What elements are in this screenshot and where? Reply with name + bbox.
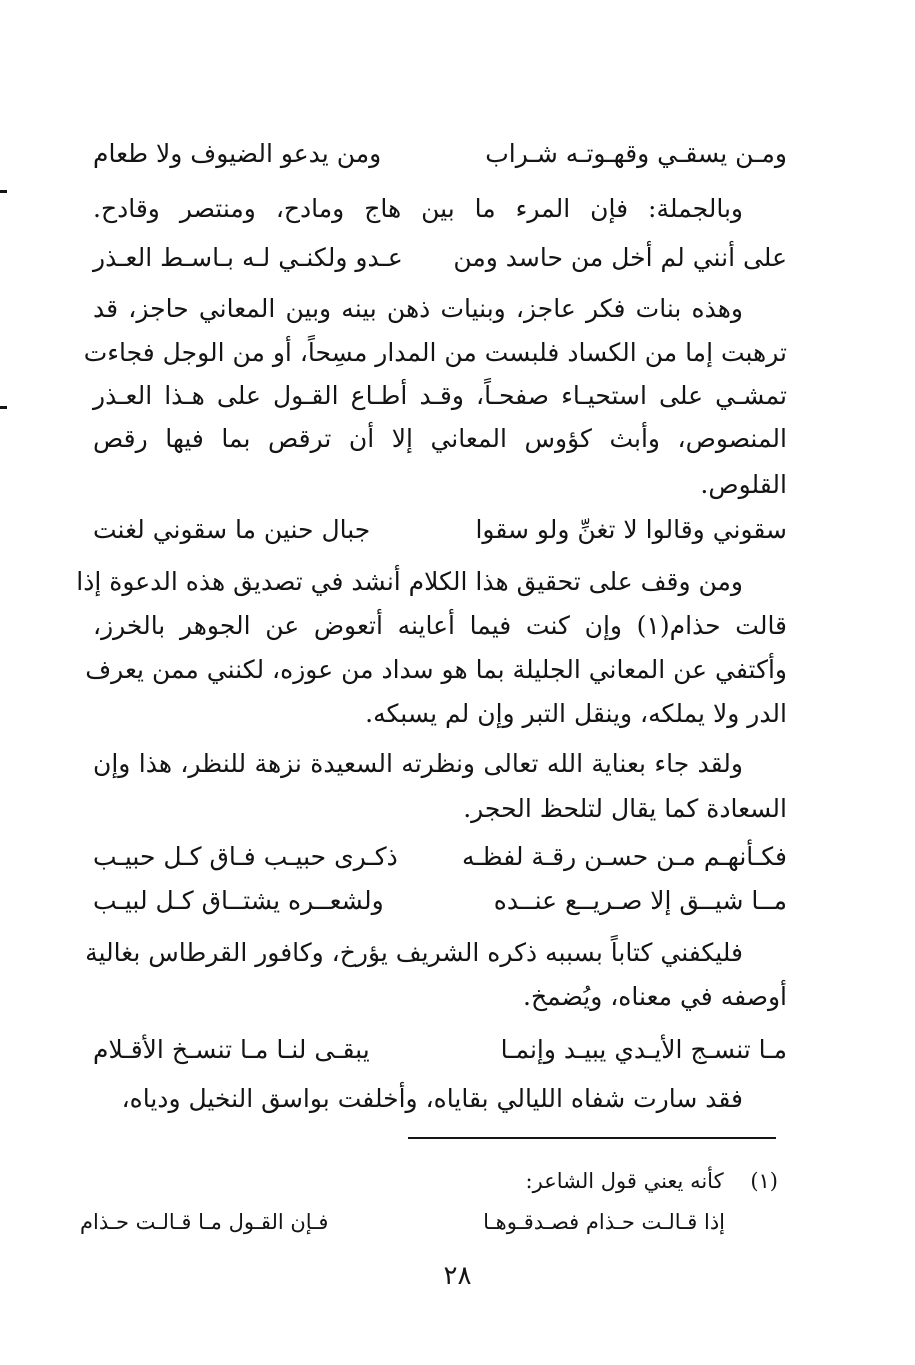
verse-hemistich-left: ذكـرى حبيـب فـاق كـل حبيـب xyxy=(93,842,398,871)
footnote-verse-right: إذا قـالـت حـذام فصـدقـوهـا xyxy=(483,1210,725,1234)
footnote-intro-line xyxy=(526,1166,778,1196)
verse-hemistich-left: ومن يدعو الضيوف ولا طعام xyxy=(93,139,382,168)
footnote-separator xyxy=(408,1137,776,1139)
margin-mark-top xyxy=(0,190,7,193)
verse-hemistich-right: مـا تنسـج الأيـدي يبيـد وإنمـا xyxy=(500,1035,787,1064)
page-number: ٢٨ xyxy=(443,1261,472,1291)
verse-hemistich-right: على أنني لم أخل من حاسد ومن xyxy=(453,243,787,272)
prose-line: ولقد جاء بعناية الله تعالى ونظرته السعيدة نزهة للنظر، هذا وإن xyxy=(93,749,743,778)
prose-line: فقد سارت شفاه الليالي بقاياه، وأخلفت بواسق النخيل ودياه، xyxy=(121,1084,743,1113)
footnote-intro: كأنه يعني قول الشاعر: xyxy=(525,1169,724,1193)
prose-line: أوصفه في معناه، ويُضمخ. xyxy=(523,982,787,1011)
footnote-marker: (١) xyxy=(750,1169,778,1193)
verse-hemistich-right: ومـن يسقـي وقهـوتـه شـراب xyxy=(485,139,787,168)
prose-line: وأكتفي عن المعاني الجليلة بما هو سداد من عوزه، لكنني ممن يعرف xyxy=(85,655,787,684)
margin-mark-middle xyxy=(0,406,7,409)
prose-line: تمشـي على استحيـاء صفحـاً، وقـد أطـاع القـول على هـذا العـذر xyxy=(93,381,787,410)
verse-hemistich-right: مــا شيــق إلا صـريــع عنــده xyxy=(493,886,787,915)
verse-hemistich-left: جبال حنين ما سقوني لغنت xyxy=(93,515,371,544)
prose-line: السعادة كما يقال لتلحظ الحجر. xyxy=(463,794,787,823)
prose-line: فليكفني كتاباً بسببه ذكره الشريف يؤرخ، وكافور القرطاس بغالية xyxy=(85,938,743,967)
footnote-verse-left: فـإن القـول مـا قـالـت حـذام xyxy=(80,1210,329,1234)
prose-line: القلوص. xyxy=(700,470,787,499)
prose-line: ومن وقف على تحقيق هذا الكلام أنشد في تصديق هذه الدعوة إذا xyxy=(76,567,743,596)
prose-line: قالت حذام(١) وإن كنت فيما أعاينه أتعوض عن الجوهر بالخرز، xyxy=(93,611,788,640)
prose-line: وهذه بنات فكر عاجز، وبنيات ذهن بينه وبين المعاني حاجز، قد xyxy=(93,294,743,323)
verse-hemistich-left: عـدو ولكنـي لـه بـاسـط العـذر xyxy=(93,243,403,272)
prose-line: المنصوص، وأبث كؤوس المعاني إلا أن ترقص بما فيها رقص xyxy=(93,424,787,453)
verse-hemistich-left: ولشعــره يشتــاق كـل لبيـب xyxy=(93,886,384,915)
verse-hemistich-right: فكـأنهـم مـن حسـن رقـة لفظـه xyxy=(461,842,787,871)
prose-line: ترهبت إما من الكساد فلبست من المدار مسِحاً، أو من الوجل فجاءت xyxy=(83,338,787,367)
verse-hemistich-right: سقوني وقالوا لا تغنِّ ولو سقوا xyxy=(475,515,787,544)
prose-line: وبالجملة: فإن المرء ما بين هاج ومادح، ومنتصر وقادح. xyxy=(93,194,743,223)
prose-line: الدر ولا يملكه، وينقل التبر وإن لم يسبكه. xyxy=(365,699,787,728)
verse-hemistich-left: يبقـى لنـا مـا تنسـخ الأقـلام xyxy=(93,1035,370,1064)
